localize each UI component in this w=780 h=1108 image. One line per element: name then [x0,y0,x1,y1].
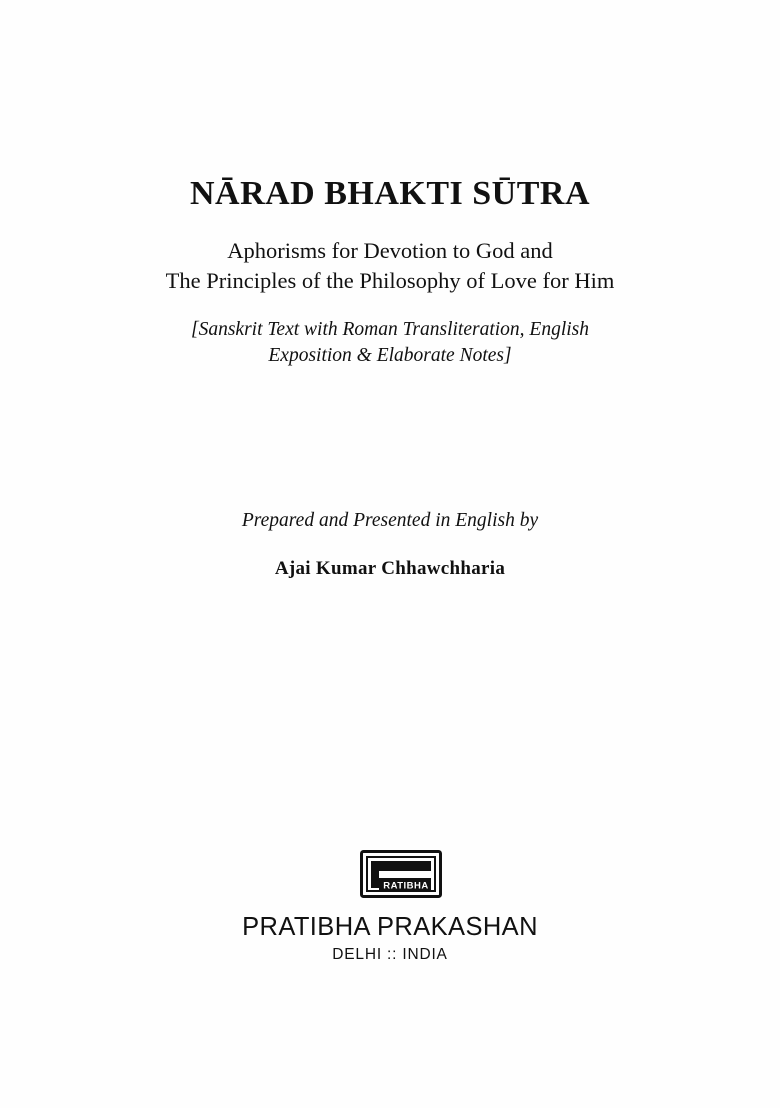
subtitle-line-2: The Principles of the Philosophy of Love for Him [165,268,615,293]
author-name: Ajai Kumar Chhawchharia [274,558,506,579]
book-title: NĀRAD BHAKTI SŪTRA [189,175,591,212]
subtitle-line-1: Aphorisms for Devotion to God and [227,238,553,263]
description-line-2: Exposition & Elaborate Notes] [268,345,512,366]
description-line-1: [Sanskrit Text with Roman Transliteration, English [191,319,589,340]
publisher-logo [360,850,442,898]
publisher-location: DELHI :: INDIA [332,946,448,963]
publisher-name: PRATIBHA PRAKASHAN [242,913,538,941]
prepared-by-line: Prepared and Presented in English by [241,510,539,531]
logo-text: RATIBHA [383,880,429,892]
